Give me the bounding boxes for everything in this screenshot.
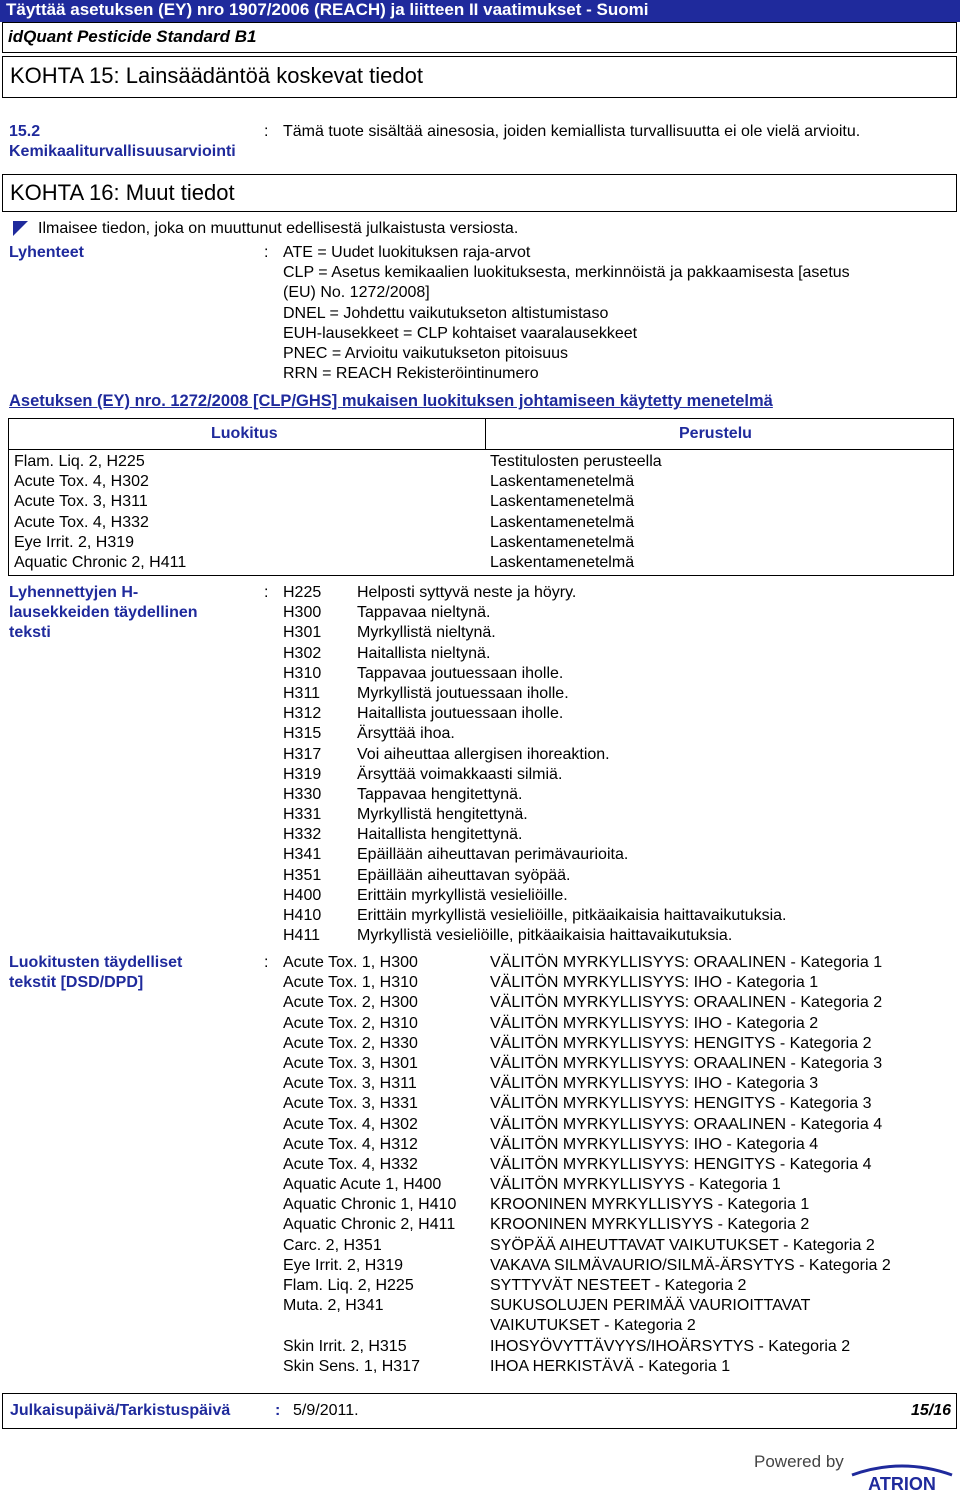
section-15-2-colon: : (264, 123, 269, 140)
h-statement-row (0, 805, 960, 825)
dsd-code: Eye Irrit. 2, H319 (283, 1256, 404, 1274)
h-statement-row (0, 745, 960, 765)
h-code: H411 (283, 927, 321, 945)
dsd-row (0, 1135, 960, 1155)
justification-cell: Laskentamenetelmä (490, 553, 635, 571)
dsd-row (0, 1316, 960, 1336)
h-code: H301 (283, 624, 322, 642)
dsd-code: Aquatic Chronic 1, H410 (283, 1196, 457, 1214)
dsd-row (0, 1094, 960, 1114)
abbreviation-line: EUH-lausekkeet = CLP kohtaiset vaaralausekkeet (283, 324, 638, 342)
footer-colon: : (275, 1402, 281, 1419)
h-text: Myrkyllistä vesieliöille, pitkäaikaisia haittavaikutuksia. (357, 927, 733, 945)
dsd-text: VÄLITÖN MYRKYLLISYYS: HENGITYS - Kategoria 2 (490, 1034, 872, 1052)
section-16-title: KOHTA 16: Muut tiedot (10, 180, 235, 205)
dsd-text: KROONINEN MYRKYLLISYYS - Kategoria 1 (490, 1196, 810, 1214)
h-text: Ärsyttää voimakkaasti silmiä. (357, 765, 563, 783)
dsd-text: IHOSYÖVYTTÄVYYS/IHOÄRSYTYS - Kategoria 2 (490, 1337, 851, 1355)
h-statement-row (0, 684, 960, 704)
abbreviation-line: (EU) No. 1272/2008] (283, 284, 430, 302)
abbreviations-label: Lyhenteet (9, 244, 84, 261)
dsd-code: Carc. 2, H351 (283, 1236, 382, 1254)
h-text: Haitallista nieltynä. (357, 644, 491, 662)
powered-by-text: Powered by (754, 1452, 844, 1471)
dsd-text: VÄLITÖN MYRKYLLISYYS: IHO - Kategoria 4 (490, 1135, 819, 1153)
dsd-row (0, 1155, 960, 1175)
justification-cell: Laskentamenetelmä (490, 513, 635, 531)
h-code: H225 (283, 584, 322, 601)
dsd-code: Skin Irrit. 2, H315 (283, 1337, 407, 1355)
dsd-code: Acute Tox. 2, H300 (283, 994, 418, 1012)
classification-cell: Acute Tox. 4, H302 (14, 473, 149, 491)
dsd-text: SYÖPÄÄ AIHEUTTAVAT VAIKUTUKSET - Kategoria 2 (490, 1236, 875, 1254)
dsd-row (0, 1115, 960, 1135)
page-number: 15/16 (910, 1402, 951, 1419)
h-text: Voi aiheuttaa allergisen ihoreaktion. (357, 745, 610, 763)
h-text: Tappavaa joutuessaan iholle. (357, 664, 564, 682)
dsd-code: Acute Tox. 4, H332 (283, 1155, 418, 1173)
dsd-code: Flam. Liq. 2, H225 (283, 1277, 414, 1294)
h-statement-row (0, 866, 960, 886)
abbreviation-line: ATE = Uudet luokituksen raja-arvot (283, 244, 531, 261)
regulation-title: Täyttää asetuksen (EY) nro 1907/2006 (REACH) ja liitteen II vaatimukset - Suomi (6, 0, 649, 19)
h-statement-row (0, 886, 960, 906)
dsd-row (0, 1074, 960, 1094)
dsd-row (0, 1256, 960, 1276)
h-statements-list (0, 583, 960, 946)
dsd-text: VÄLITÖN MYRKYLLISYYS - Kategoria 1 (490, 1176, 781, 1194)
h-text: Epäillään aiheuttavan syöpää. (357, 866, 571, 884)
h-text: Myrkyllistä nieltynä. (357, 624, 496, 642)
h-text: Haitallista joutuessaan iholle. (357, 705, 564, 723)
h-code: H317 (283, 745, 322, 763)
section-15-title: KOHTA 15: Lainsäädäntöä koskevat tiedot (10, 63, 423, 88)
dsd-code: Acute Tox. 1, H300 (283, 954, 418, 971)
dsd-code: Aquatic Chronic 2, H411 (283, 1216, 456, 1234)
h-statements-colon: : (264, 584, 269, 601)
h-statements-label-line: teksti (9, 624, 51, 642)
h-text: Epäillään aiheuttavan perimävaurioita. (357, 846, 629, 864)
svg-text:ATRION: ATRION (868, 1474, 936, 1493)
h-text: Erittäin myrkyllistä vesieliöille, pitkäaikaisia haittavaikutuksia. (357, 907, 787, 924)
dsd-text: VAKAVA SILMÄVAURIO/SILMÄ-ÄRSYTYS - Kategoria 2 (490, 1256, 891, 1274)
dsd-text: SUKUSOLUJEN PERIMÄÄ VAURIOITTAVAT (490, 1297, 811, 1315)
dsd-code: Muta. 2, H341 (283, 1297, 384, 1315)
h-code: H312 (283, 705, 322, 723)
h-statement-row (0, 623, 960, 643)
dsd-row (0, 1337, 960, 1357)
justification-cell: Laskentamenetelmä (490, 473, 635, 491)
col-justification-header: Perustelu (679, 425, 752, 442)
justification-cell: Testitulosten perusteella (490, 453, 662, 470)
section-15-2-label (9, 122, 236, 162)
dsd-text: VÄLITÖN MYRKYLLISYYS: HENGITYS - Kategoria 3 (490, 1095, 872, 1113)
dsd-code: Acute Tox. 1, H310 (283, 974, 418, 992)
h-code: H341 (283, 846, 322, 864)
footer-box (2, 1393, 957, 1429)
h-code: H319 (283, 765, 322, 783)
table-divider (485, 419, 486, 449)
dsd-row (0, 1296, 960, 1316)
dsd-row (0, 1236, 960, 1256)
document-header-bar (0, 0, 960, 22)
h-code: H332 (283, 826, 322, 844)
h-code: H300 (283, 604, 322, 622)
dsd-row (0, 1014, 960, 1034)
atrion-logo-icon (848, 1463, 956, 1493)
footer-date: 5/9/2011. (293, 1402, 359, 1419)
dsd-text: VÄLITÖN MYRKYLLISYYS: ORAALINEN - Kategoria 4 (490, 1115, 883, 1133)
classification-cell: Acute Tox. 3, H311 (14, 493, 148, 511)
dsd-label-line: Luokitusten täydelliset (9, 954, 183, 971)
section-15-2-text: Tämä tuote sisältää ainesosia, joiden kemiallista turvallisuutta ei ole vielä arvioitu. (283, 123, 861, 140)
justification-cell: Laskentamenetelmä (490, 493, 635, 511)
dsd-text: VAIKUTUKSET - Kategoria 2 (490, 1317, 696, 1335)
product-name: idQuant Pesticide Standard B1 (8, 27, 257, 46)
h-code: H310 (283, 664, 322, 682)
h-code: H351 (283, 866, 322, 884)
dsd-row (0, 1276, 960, 1296)
justification-column (490, 452, 662, 573)
dsd-code: Acute Tox. 3, H311 (283, 1075, 417, 1093)
dsd-text: VÄLITÖN MYRKYLLISYYS: ORAALINEN - Kategoria 1 (490, 954, 883, 971)
table-header-rule (9, 449, 953, 450)
dsd-row (0, 1215, 960, 1235)
section-15-2-name: Kemikaaliturvallisuusarviointi (9, 143, 236, 160)
h-code: H330 (283, 785, 322, 803)
h-statement-row (0, 724, 960, 744)
abbreviation-line: CLP = Asetus kemikaalien luokituksesta, merkinnöistä ja pakkaamisesta [asetus (283, 264, 850, 282)
abbreviation-line: DNEL = Johdettu vaikutukseton altistumistaso (283, 304, 609, 322)
h-text: Myrkyllistä hengitettynä. (357, 806, 528, 824)
dsd-text: SYTTYVÄT NESTEET - Kategoria 2 (490, 1277, 747, 1294)
h-text: Tappavaa nieltynä. (357, 604, 491, 622)
dsd-label-line: tekstit [DSD/DPD] (9, 974, 144, 992)
change-marker-icon (13, 221, 28, 236)
h-code: H331 (283, 806, 322, 824)
dsd-text: IHOA HERKISTÄVÄ - Kategoria 1 (490, 1357, 731, 1375)
change-note: Ilmaisee tiedon, joka on muuttunut edellisestä julkaistusta versiosta. (38, 220, 519, 237)
h-code: H315 (283, 725, 322, 743)
h-text: Helposti syttyvä neste ja höyry. (357, 584, 577, 601)
h-statement-row (0, 906, 960, 926)
dsd-list (0, 953, 960, 1377)
h-code: H410 (283, 907, 322, 924)
h-text: Erittäin myrkyllistä vesieliöille. (357, 886, 568, 904)
dsd-code: Acute Tox. 2, H310 (283, 1014, 418, 1032)
classification-cell: Flam. Liq. 2, H225 (14, 453, 145, 470)
justification-cell: Laskentamenetelmä (490, 533, 635, 551)
dsd-text: VÄLITÖN MYRKYLLISYYS: IHO - Kategoria 1 (490, 974, 819, 992)
dsd-code: Acute Tox. 2, H330 (283, 1034, 418, 1052)
dsd-text: VÄLITÖN MYRKYLLISYYS: HENGITYS - Kategoria 4 (490, 1155, 872, 1173)
dsd-row (0, 1034, 960, 1054)
dsd-code: Skin Sens. 1, H317 (283, 1357, 420, 1375)
dsd-code: Aquatic Acute 1, H400 (283, 1176, 442, 1194)
section-15-title-box (2, 56, 957, 98)
atrion-logo (848, 1463, 956, 1493)
dsd-row (0, 993, 960, 1013)
h-statement-row (0, 825, 960, 845)
method-heading: Asetuksen (EY) nro. 1272/2008 [CLP/GHS] mukaisen luokituksen johtamiseen käytetty menetelmä (9, 392, 773, 410)
dsd-colon: : (264, 954, 269, 971)
footer-date-label: Julkaisupäivä/Tarkistuspäivä (10, 1402, 231, 1419)
dsd-row (0, 1175, 960, 1195)
h-statement-row (0, 765, 960, 785)
classification-table (8, 418, 954, 576)
dsd-row (0, 1054, 960, 1074)
h-statement-row (0, 704, 960, 724)
h-statement-row (0, 664, 960, 684)
dsd-code: Acute Tox. 3, H301 (283, 1054, 418, 1072)
dsd-text: VÄLITÖN MYRKYLLISYYS: IHO - Kategoria 3 (490, 1075, 819, 1093)
classification-cell: Acute Tox. 4, H332 (14, 513, 149, 531)
dsd-text: VÄLITÖN MYRKYLLISYYS: IHO - Kategoria 2 (490, 1014, 819, 1032)
h-statements-label-line: Lyhennettyjen H- (9, 584, 139, 601)
dsd-code: Acute Tox. 4, H302 (283, 1115, 418, 1133)
product-name-box (2, 22, 957, 53)
h-statement-row (0, 583, 960, 603)
h-code: H302 (283, 644, 322, 662)
abbreviations-list (283, 243, 850, 384)
h-statements-label-line: lausekkeiden täydellinen (9, 604, 198, 622)
section-15-2-number: 15.2 (9, 123, 41, 140)
dsd-row (0, 1195, 960, 1215)
h-statement-row (0, 603, 960, 623)
h-text: Myrkyllistä joutuessaan iholle. (357, 684, 569, 702)
dsd-row (0, 953, 960, 973)
dsd-text: VÄLITÖN MYRKYLLISYYS: ORAALINEN - Kategoria 2 (490, 994, 883, 1012)
dsd-text: KROONINEN MYRKYLLISYYS - Kategoria 2 (490, 1216, 810, 1234)
dsd-code: Acute Tox. 4, H312 (283, 1135, 418, 1153)
h-text: Haitallista hengitettynä. (357, 826, 523, 844)
h-text: Tappavaa hengitettynä. (357, 785, 523, 803)
h-statement-row (0, 785, 960, 805)
abbreviations-colon: : (264, 244, 269, 261)
dsd-row (0, 973, 960, 993)
classification-cell: Aquatic Chronic 2, H411 (14, 553, 187, 571)
h-statement-row (0, 845, 960, 865)
h-statement-row (0, 926, 960, 946)
classification-column (14, 452, 186, 573)
h-code: H400 (283, 886, 322, 904)
abbreviation-line: RRN = REACH Rekisteröintinumero (283, 365, 539, 383)
h-code: H311 (283, 684, 321, 702)
section-16-title-box (2, 174, 957, 212)
dsd-code: Acute Tox. 3, H331 (283, 1095, 418, 1113)
h-text: Ärsyttää ihoa. (357, 725, 455, 743)
dsd-row (0, 1357, 960, 1377)
col-classification-header: Luokitus (211, 425, 278, 442)
abbreviation-line: PNEC = Arvioitu vaikutukseton pitoisuus (283, 344, 569, 362)
classification-cell: Eye Irrit. 2, H319 (14, 533, 135, 551)
dsd-text: VÄLITÖN MYRKYLLISYYS: ORAALINEN - Kategoria 3 (490, 1054, 883, 1072)
h-statement-row (0, 644, 960, 664)
